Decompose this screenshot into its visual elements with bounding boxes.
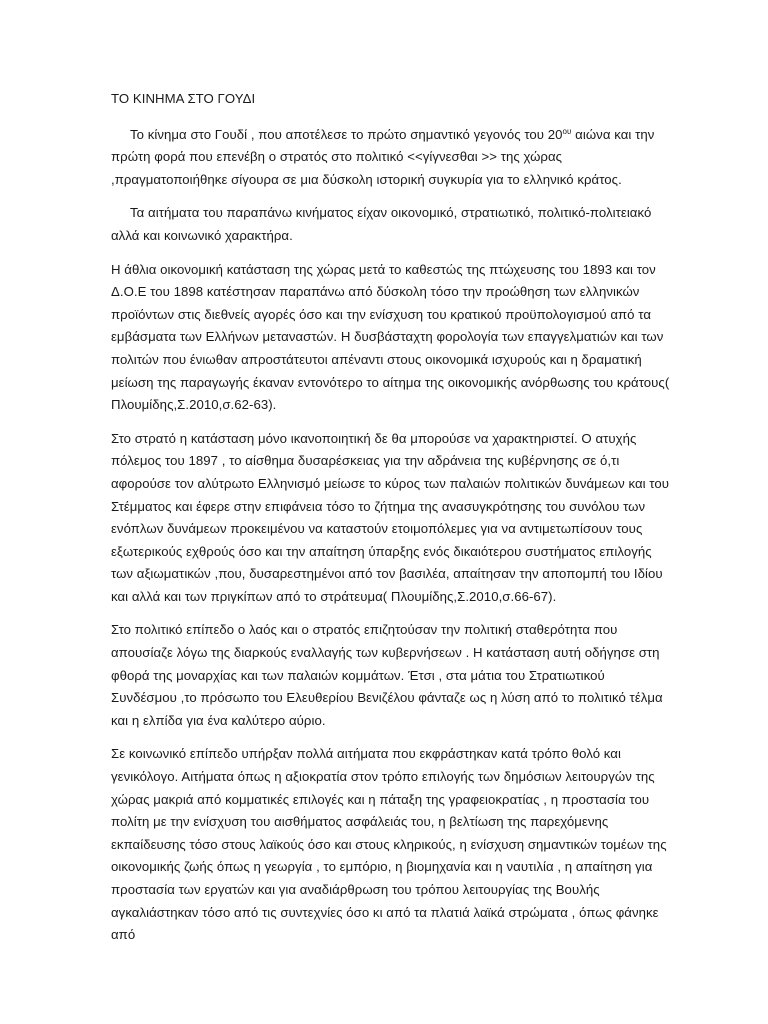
document-body	[111, 88, 671, 947]
paragraph-political: Στο πολιτικό επίπεδο ο λαός και ο στρατός επιζητούσαν την πολιτική σταθερότητα που απουσίαζε λόγω της διαρκούς εναλλαγής των κυβερνήσεων . Η κατάσταση αυτή οδήγησε στη φθορά της μοναρχίας και των παλαιών κομμάτων. Έτσι , στα μάτια του Στρατιωτικού Συνδέσμου ,το πρόσωπο του Ελευθερίου Βενιζέλου φάνταζε ως η λύση από το πολιτικό τέλμα και η ελπίδα για ένα καλύτερο αύριο.	[111, 622, 663, 728]
paragraph-economic: Η άθλια οικονομική κατάσταση της χώρας μετά το καθεστώς της πτώχευσης του 1893 και τον Δ.Ο.Ε του 1898 κατέστησαν παραπάνω από δύσκολη τόσο την προώθηση των ελληνικών προϊόντων στις διεθνείς αγορές όσο και την ενίσχυση του κρατικού προϋπολογισμού από τα εμβάσματα των Ελλήνων μεταναστών. Η δυσβάσταχτη φορολογία των επαγγελματιών και των πολιτών που ένιωθαν απροστάτευτοι απέναντι στους οικονομικά ισχυρούς και η δραματική μείωση της παραγωγής έκαναν εντονότερο το αίτημα της οικονομικής ανόρθωσης του κράτους( Πλουμίδης,Σ.2010,σ.62-63).	[111, 261, 670, 413]
paragraph-demands: Τα αιτήματα του παραπάνω κινήματος είχαν οικονομικό, στρατιωτικό, πολιτικό-πολιτειακό αλλά και κοινωνικό χαρακτήρα.	[111, 205, 652, 243]
paragraph-intro-text-start: Το κίνημα στο Γουδί , που αποτέλεσε το πρώτο σημαντικό γεγονός του 20	[130, 126, 563, 142]
paragraph-intro	[111, 124, 671, 192]
paragraph-military: Στο στρατό η κατάσταση μόνο ικανοποιητική δε θα μπορούσε να χαρακτηριστεί. Ο ατυχής πόλεμος του 1897 , το αίσθημα δυσαρέσκειας για την αδράνεια της κυβέρνησης σε ό,τι αφορούσε τον αλύτρωτο Ελληνισμό μείωσε το κύρος των παλαιών πολιτικών δυνάμεων και του Στέμματος και έφερε στην επιφάνεια τόσο το ζήτημα της ανασυγκρότησης του συνόλου των ενόπλων δυνάμεων προκειμένου να καταστούν ετοιμοπόλεμες για να αντιμετωπίσουν τους εξωτερικούς εχθρούς όσο και την απαίτηση ύπαρξης ενός δικαιότερου συστήματος επιλογής των αξιωματικών ,που, δυσαρεστημένοι από τον βασιλέα, απαίτησαν την αποπομπή του Ιδίου και αλλά και των πριγκίπων από το στράτευμα( Πλουμίδης,Σ.2010,σ.66-67).	[111, 430, 670, 604]
ordinal-superscript: ου	[562, 126, 572, 136]
document-title: ΤΟ ΚΙΝΗΜΑ ΣΤΟ ΓΟΥΔΙ	[111, 91, 256, 106]
paragraph-social: Σε κοινωνικό επίπεδο υπήρξαν πολλά αιτήματα που εκφράστηκαν κατά τρόπο θολό και γενικόλογο. Αιτήματα όπως η αξιοκρατία στον τρόπο επιλογής των δημόσιων λειτουργών της χώρας μακριά από κομματικές επιλογές και η πάταξη της γραφειοκρατίας , η προστασία του πολίτη με την ενίσχυση του αισθήματος ασφάλειάς του, η βελτίωση της παρεχόμενης εκπαίδευσης τόσο στους λαϊκούς όσο και στους κληρικούς, η ενίσχυση σημαντικών τομέων της οικονομικής ζωής όπως η γεωργία , το εμπόριο, η βιομηχανία και η ναυτιλία , η απαίτηση για προστασία των εργατών και για αναδιάρθρωση του τρόπου λειτουργίας της Βουλής αγκαλιάστηκαν τόσο από τις συντεχνίες όσο κι από τα πλατιά λαϊκά στρώματα , όπως φάνηκε από	[111, 746, 667, 943]
paragraph-intro-text-end: αιώνα και την πρώτη φορά που επενέβη ο στρατός στο πολιτικό <<γίγνεσθαι >> της χώρας ,πραγματοποιήθηκε σίγουρα σε μια δύσκολη ιστορική συγκυρία για το ελληνικό κράτος.	[111, 126, 655, 187]
